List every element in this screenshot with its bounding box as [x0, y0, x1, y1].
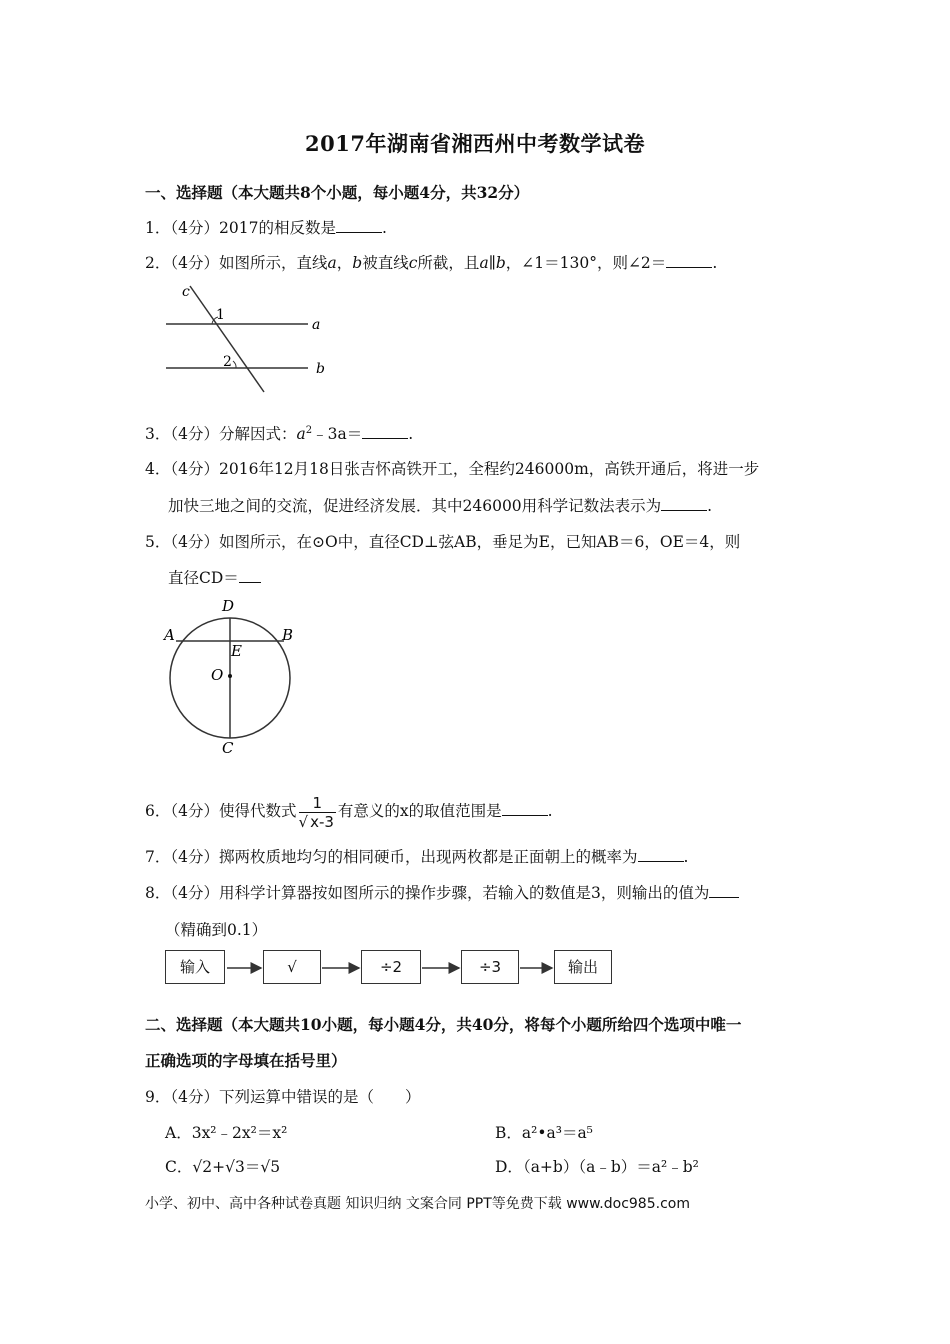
center-point [228, 674, 232, 678]
answer-blank [336, 218, 382, 233]
flow-sqrt-box: √ [263, 950, 321, 984]
question-number: 6． [145, 802, 171, 820]
label-angle-1: 1 [216, 307, 225, 323]
question-score: （4分） [170, 1088, 219, 1106]
circle-figure [160, 596, 305, 758]
question-8-line-2: （精确到0.1） [165, 921, 268, 939]
flow-div2-box: ÷2 [361, 950, 421, 984]
question-4-line-2: 加快三地之间的交流，促进经济发展．其中246000用科学记数法表示为 . [168, 497, 713, 515]
question-number: 3． [145, 425, 171, 443]
question-8: 8．（4分）用科学计算器按如图所示的操作步骤，若输入的数值是3，则输出的值为 [145, 883, 739, 903]
question-score: （4分） [170, 254, 219, 272]
question-text: 2017的相反数是 [219, 219, 336, 237]
label-c: c [182, 284, 190, 300]
page-title: 2017年湖南省湘西州中考数学试卷 [305, 131, 645, 156]
section-2-heading-line-2: 正确选项的字母填在括号里） [145, 1051, 347, 1070]
question-number: 4． [145, 460, 171, 478]
footer-text: 小学、初中、高中各种试卷真题 知识归纳 文案合同 PPT等免费下载 www.doc985.com [145, 1196, 690, 1212]
label-c: C [222, 739, 234, 757]
answer-blank [362, 424, 408, 439]
question-score: （4分） [170, 425, 219, 443]
option-a: A．3x²﹣2x²＝x² [165, 1124, 288, 1142]
label-o: O [211, 666, 224, 684]
answer-blank [239, 568, 261, 583]
question-number: 1． [145, 219, 171, 237]
parallel-lines-figure [160, 282, 340, 397]
label-a: a [312, 317, 321, 333]
question-number: 5． [145, 533, 171, 551]
option-c: C．√2+√3＝√5 [165, 1158, 281, 1176]
question-score: （4分） [170, 802, 219, 820]
question-score: （4分） [170, 848, 219, 866]
fraction-expression: $\frac{1}{√ x-3}$ [298, 793, 334, 831]
question-2: 2．（4分）如图所示，直线a，b被直线c所截，且a∥b，∠1＝130°，则∠2＝ . [145, 254, 718, 272]
question-score: （4分） [170, 533, 219, 551]
angle-2-arc [233, 361, 236, 368]
question-1: 1．（4分）2017的相反数是 . [145, 219, 387, 237]
answer-blank [502, 801, 548, 816]
flow-arrows [225, 958, 555, 978]
answer-blank [709, 883, 739, 898]
flow-input-box: 输入 [165, 950, 225, 984]
question-number: 9． [145, 1088, 171, 1106]
section-2-heading: 二、选择题（本大题共10小题，每小题4分，共40分，将每个小题所给四个选项中唯一 [145, 1015, 742, 1034]
question-number: 7． [145, 848, 171, 866]
question-score: （4分） [170, 219, 219, 237]
question-score: （4分） [170, 884, 219, 902]
flow-output-box: 输出 [554, 950, 612, 984]
flow-div3-box: ÷3 [461, 950, 519, 984]
question-3: 3．（4分）分解因式：$a^2﹣3a=$ . [145, 425, 414, 443]
question-7: 7．（4分）掷两枚质地均匀的相同硬币，出现两枚都是正面朝上的概率为 . [145, 848, 689, 866]
question-score: （4分） [170, 460, 219, 478]
answer-blank [638, 847, 684, 862]
question-number: 2． [145, 254, 171, 272]
label-e: E [231, 642, 242, 660]
option-d: D．（a+b）（a﹣b）＝a²﹣b² [495, 1158, 699, 1176]
label-b: b [316, 361, 325, 377]
answer-blank [661, 496, 707, 511]
answer-blank [666, 253, 712, 268]
question-5-line-2: 直径CD＝ [168, 568, 261, 588]
question-4: 4．（4分）2016年12月18日张吉怀高铁开工，全程约246000m，高铁开通后，将进一步 [145, 460, 760, 478]
question-6: 6．（4分）使得代数式 $\frac{1}{√ x-3}$ 有意义的x的取值范围是 . [145, 793, 553, 831]
label-d: D [222, 597, 235, 615]
label-b: B [282, 626, 294, 644]
label-angle-2: 2 [223, 354, 232, 370]
section-1-heading: 一、选择题（本大题共8个小题，每小题4分，共32分） [145, 183, 530, 202]
line-c [190, 286, 264, 392]
question-9: 9．（4分）下列运算中错误的是（ ） [145, 1088, 421, 1106]
option-b: B．a²•a³＝a⁵ [495, 1124, 593, 1142]
question-number: 8． [145, 884, 171, 902]
label-a: A [164, 626, 175, 644]
question-5: 5．（4分）如图所示，在⊙O中，直径CD⊥弦AB，垂足为E，已知AB＝6，OE＝4，则 [145, 533, 741, 551]
